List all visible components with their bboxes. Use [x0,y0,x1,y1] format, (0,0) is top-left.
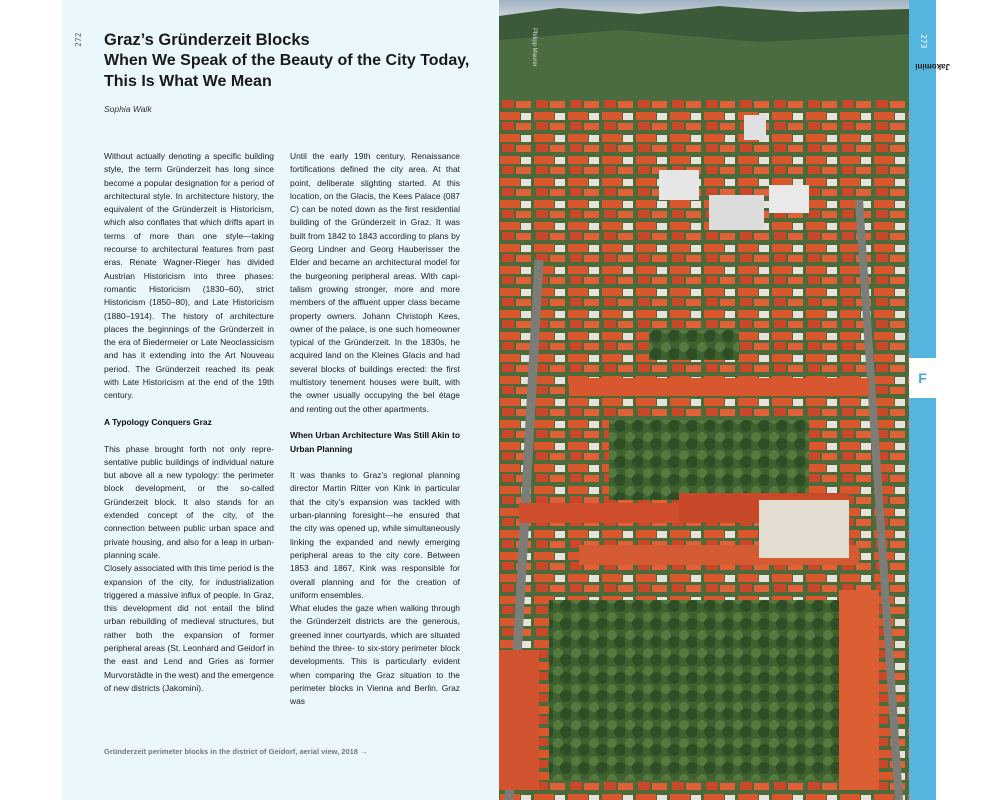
paragraph: Without actually denoting a specific building style, the term Gründerzeit has long since become a popular designation for a period of architectural style. In architecture history, the equivalent of the Gründerzeit is Historicism, which also conflates that which drifts apart in terms of more than one style—taking recourse to architectural features from past eras. Renate Wagner-Rieger has divided Austrian Historicism into three phases: romantic Historicism (1830–60), strict Historicism (1850–80), and Late Historicism (1880–1914). The history of architecture places the beginnings of the Gründerzeit in the era of Biedermeier or Late Neoclassicism and has it extending into the Art Nouveau period. The Gründerzeit reached its peak with Late Historicism at the end of the 19th century. [104,151,274,401]
paragraph: Until the early 19th century, Renaissance fortifications defined the city area. At that point, deliberate slighting started. At this location, on the Glacis, the Kees Palace (087 C) can be noted down as the first residential building of the Gründerzeit in Graz. It was built from 1842 to 1843 according to plans by Georg Lindner and Georg Hauberisser the Elder and became an architectural model for the burgeoning peripheral areas. With capitalism growing stronger, more and more members of the affluent upper class became property owners. Johann Christoph Kees, owner of the palace, is one such homeowner typical of the Gründerzeit. In the 1830s, he acquired land on the Kleines Glacis and had several blocks of buildings erected: the first multistory tenement houses were built, with the owner usually occupying the bel étage and renting out the other apartments. [290,151,460,414]
paragraph: It was thanks to Graz’s regional planning director Martin Ritter von Kink in particular that the city’s expansion was tackled with urban-planning foresight—he ensured that the city was opened up, while simultaneously linking the expanded and newly emerging peripheral areas to the city core. Between 1853 and 1867, Kink was responsible for overall planning and for the creation of uniform ensembles. [290,470,460,600]
paragraph: Closely associated with this time period is the expansion of the city, for industrialization triggered a massive influx of people. In Graz, this development did not entail the blind urban rebuilding of medieval structures, but rather both the expansion of former peripheral areas (St. Leonhard and Geidorf in the east and Lend and Gries as former Murvorstädte in the west) and the emergence of new districts (Jakomini). [104,563,274,693]
article-title: Graz’s Gründerzeit Blocks [104,31,310,49]
arrow-right-icon: → [360,747,368,756]
text-column-1 [104,150,274,695]
photo-caption [104,747,484,756]
chapter-tab[interactable]: F [909,358,936,398]
photo-credit: Philipp Maurer [531,28,537,67]
section-heading: When Urban Architecture Was Still Akin to Urban Planning [290,430,460,454]
paragraph: This phase brought forth not only representative public buildings of individual nature but above all a new typology: the perimeter block development, or the so-called Gründerzeit block. It also stands for an extended concept of the city, of the connection between public urban space and private housing, and also for a leap in urban-planning scale. [104,443,274,560]
paragraph: What eludes the gaze when walking through the Gründerzeit districts are the generous, greened inner courtyards, which are situated behind the three- to six-story perimeter block developments. This is particularly evident when comparing the Graz situation to the perimeter blocks in Vienna and Berlin. Graz was [290,603,460,707]
author: Sophia Walk [104,104,152,114]
caption-text: Gründerzeit perimeter blocks in the district of Geidorf, aerial view, 2018 [104,747,358,756]
page-number-left: 272 [74,32,83,47]
article-subtitle: When We Speak of the Beauty of the City Today, This Is What We Mean [104,52,470,90]
section-label: Jakomini [915,62,950,71]
text-column-2 [290,150,460,708]
title-block [104,30,484,92]
section-heading: A Typology Conquers Graz [104,416,212,427]
aerial-photo [499,0,909,800]
section-sidebar [909,0,936,800]
page-number-right: 273 [919,34,928,49]
